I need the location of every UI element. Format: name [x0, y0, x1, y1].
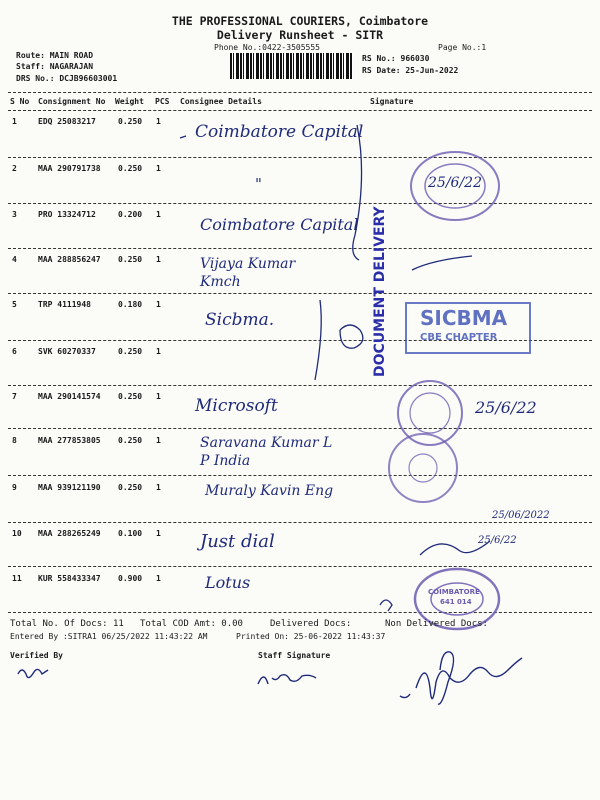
signature-date-3: 25/06/2022 — [492, 510, 550, 521]
footer-signatures — [0, 640, 600, 740]
row-weight: 0.100 — [118, 529, 143, 538]
row-sno: 11 — [12, 574, 22, 583]
row-weight: 0.250 — [118, 392, 143, 401]
total-docs: Total No. Of Docs: 11 — [10, 619, 124, 629]
entered-by: Entered By :SITRA1 06/25/2022 11:43:22 AM — [10, 632, 208, 641]
signature-date-4: 25/6/22 — [478, 535, 517, 546]
row-consignee-handwriting: Vijaya Kumar Kmch — [200, 256, 296, 290]
row-pcs: 1 — [156, 210, 161, 219]
row-consignee-handwriting: Saravana Kumar L P India — [200, 435, 333, 469]
drs-number: DRS No.: DCJB96603001 — [16, 74, 118, 83]
row-pcs: 1 — [156, 483, 161, 492]
row-pcs: 1 — [156, 164, 161, 173]
row-consignment: MAA 288265249 — [38, 529, 101, 538]
verified-by: Verified By — [10, 651, 63, 660]
total-cod: Total COD Amt: 0.00 — [140, 619, 243, 629]
row-weight: 0.250 — [118, 255, 143, 264]
rs-date: RS Date: 25-Jun-2022 — [362, 66, 459, 75]
row-weight: 0.250 — [118, 436, 143, 445]
hospital-stamp-city: COIMBATORE — [428, 588, 480, 596]
staff: Staff: NAGARAJAN — [16, 62, 94, 71]
row-weight: 0.250 — [118, 117, 143, 126]
row-weight: 0.250 — [118, 347, 143, 356]
row-consignee-handwriting: Coimbatore Capital — [195, 122, 364, 142]
col-weight: Weight — [115, 97, 144, 106]
printed-on: Printed On: 25-06-2022 11:43:37 — [236, 632, 386, 641]
row-consignment: MAA 939121190 — [38, 483, 101, 492]
row-sno: 3 — [12, 210, 17, 219]
row-sno: 10 — [12, 529, 22, 538]
row-consignee-handwriting: Microsoft — [195, 396, 278, 416]
row-pcs: 1 — [156, 117, 161, 126]
signature-date-2: 25/6/22 — [475, 398, 537, 417]
row-consignee-handwriting: Muraly Kavin Eng — [205, 483, 334, 499]
row-consignment: EDQ 25083217 — [38, 117, 96, 126]
col-pcs: PCS — [155, 97, 170, 106]
staff-signature-label: Staff Signature — [258, 651, 331, 660]
signature-date-1: 25/6/22 — [428, 175, 482, 191]
row-weight: 0.900 — [118, 574, 143, 583]
row-weight: 0.250 — [118, 483, 143, 492]
sicbma-stamp: SICBMA — [420, 306, 508, 330]
phone-number: Phone No.:0422-3505555 — [214, 43, 320, 52]
row-consignment: SVK 60270337 — [38, 347, 96, 356]
row-sno: 4 — [12, 255, 17, 264]
row-sno: 7 — [12, 392, 17, 401]
col-sno: S No — [10, 97, 30, 106]
row-pcs: 1 — [156, 529, 161, 538]
row-consignment: MAA 290791738 — [38, 164, 101, 173]
row-consignment: MAA 290141574 — [38, 392, 101, 401]
row-consignment: PRO 13324712 — [38, 210, 96, 219]
row-sno: 5 — [12, 300, 17, 309]
row-pcs: 1 — [156, 255, 161, 264]
hospital-stamp-pin: 641 014 — [440, 598, 472, 606]
row-sno: 9 — [12, 483, 17, 492]
row-pcs: 1 — [156, 436, 161, 445]
col-consignee: Consignee Details — [180, 97, 262, 106]
row-consignee-handwriting: Sicbma. — [205, 310, 275, 330]
row-pcs: 1 — [156, 392, 161, 401]
row-pcs: 1 — [156, 300, 161, 309]
row-consignee-handwriting: Lotus — [205, 573, 251, 592]
rs-number: RS No.: 966030 — [362, 54, 430, 63]
courier-stamp-round-2 — [383, 378, 478, 508]
row-pcs: 1 — [156, 347, 161, 356]
runsheet-subtitle: Delivery Runsheet - SITR — [216, 28, 384, 42]
row-weight: 0.250 — [118, 164, 143, 173]
row-consignee-handwriting: Just dial — [200, 531, 275, 552]
row-consignment: KUR 558433347 — [38, 574, 101, 583]
sicbma-stamp-sub: CBE CHAPTER — [420, 332, 498, 343]
row-weight: 0.200 — [118, 210, 143, 219]
page-number: Page No.:1 — [438, 43, 487, 52]
route: Route: MAIN ROAD — [16, 51, 94, 60]
row-sno: 6 — [12, 347, 17, 356]
row-consignment: TRP 4111948 — [38, 300, 91, 309]
row-sno: 1 — [12, 117, 17, 126]
company-title: THE PROFESSIONAL COURIERS, Coimbatore — [171, 14, 429, 28]
row-pcs: 1 — [156, 574, 161, 583]
row-consignee-handwriting: Coimbatore Capital — [200, 215, 359, 234]
document-delivery-stamp: DOCUMENT DELIVERY — [372, 206, 388, 377]
col-consignment: Consignment No — [38, 97, 106, 106]
row-sno: 8 — [12, 436, 17, 445]
row-consignment: MAA 277853805 — [38, 436, 101, 445]
row-consignment: MAA 288856247 — [38, 255, 101, 264]
row-weight: 0.180 — [118, 300, 143, 309]
row-sno: 2 — [12, 164, 17, 173]
non-delivered-docs: Non Delivered Docs: — [385, 619, 488, 629]
col-signature: Signature — [370, 97, 414, 106]
delivered-docs: Delivered Docs: — [270, 619, 352, 629]
row-consignee-handwriting: " — [255, 175, 262, 193]
